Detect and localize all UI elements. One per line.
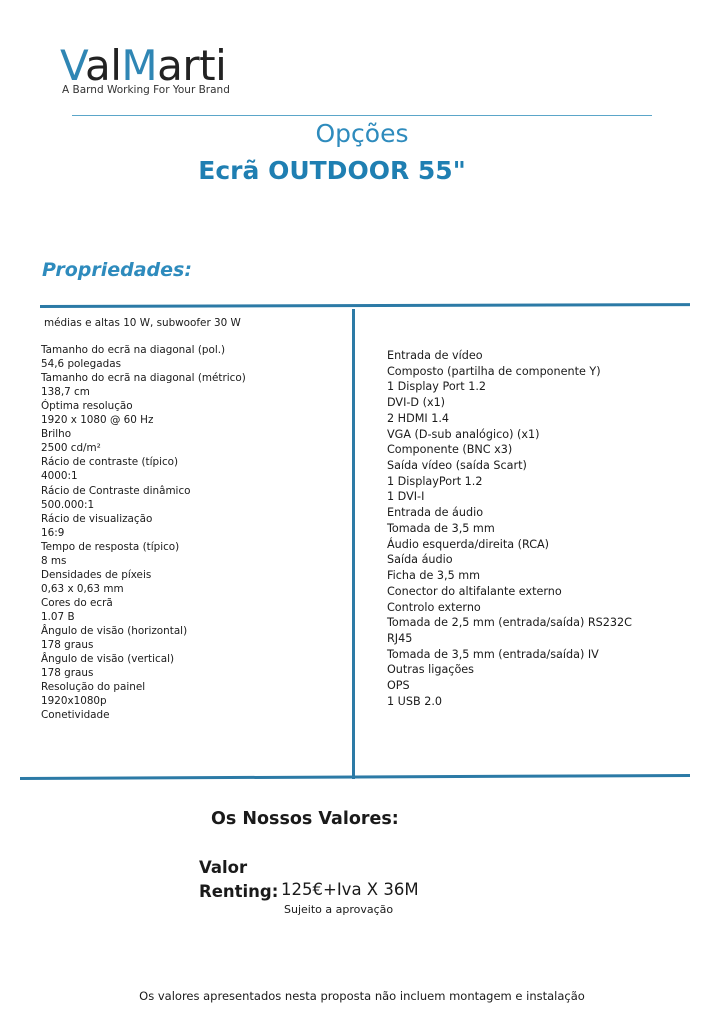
property-line: VGA (D-sub analógico) (x1) [387, 427, 540, 441]
property-line: Composto (partilha de componente Y) [387, 364, 601, 378]
renting-label-line1: Valor [199, 858, 248, 877]
property-line: 16:9 [41, 526, 65, 539]
table-bottom-border [20, 774, 690, 780]
property-line: Controlo externo [387, 600, 481, 614]
property-line: 8 ms [41, 554, 67, 567]
property-line: Ângulo de visão (horizontal) [41, 624, 188, 637]
properties-heading: Propriedades: [42, 259, 192, 281]
property-line: 2 HDMI 1.4 [387, 411, 450, 425]
property-line: Tamanho do ecrã na diagonal (pol.) [41, 344, 226, 357]
property-line: DVI-D (x1) [387, 396, 446, 410]
property-line: Óptima resolução [41, 400, 133, 413]
property-line: 1920x1080p [41, 695, 107, 708]
property-line: 1 DVI-I [387, 490, 425, 504]
logo-text-arti: arti [157, 41, 227, 90]
property-line: 2500 cd/m² [41, 442, 101, 455]
property-line: Rácio de visualização [41, 512, 153, 525]
table-top-border [40, 303, 690, 308]
values-heading: Os Nossos Valores: [211, 809, 399, 829]
property-line: Saída áudio [387, 553, 453, 567]
logo-letter-m: M [121, 41, 158, 90]
property-line: médias e altas 10 W, subwoofer 30 W [44, 317, 241, 329]
property-line: 0,63 x 0,63 mm [41, 582, 124, 595]
property-line: Áudio esquerda/direita (RCA) [387, 537, 550, 551]
property-line: Tomada de 3,5 mm (entrada/saída) IV [387, 647, 599, 661]
logo-text-al: al [84, 41, 122, 90]
property-line: OPS [387, 679, 410, 693]
property-line: Tamanho do ecrã na diagonal (métrico) [41, 372, 246, 385]
property-line: Ângulo de visão (vertical) [41, 653, 175, 666]
brand-tagline: A Barnd Working For Your Brand [62, 84, 230, 96]
property-line: Componente (BNC x3) [387, 443, 513, 457]
property-line: Outras ligações [387, 663, 475, 677]
header-divider [72, 115, 652, 116]
property-line: Entrada de áudio [387, 506, 484, 520]
property-line: 1 DisplayPort 1.2 [387, 474, 483, 488]
approval-note: Sujeito a aprovação [284, 903, 394, 916]
brand-logo [60, 41, 227, 90]
table-column-divider [352, 309, 355, 779]
property-line: 178 graus [41, 667, 94, 680]
property-line: Conetividade [41, 709, 110, 722]
properties-left-column [41, 316, 341, 722]
property-line: 4000:1 [41, 470, 78, 483]
property-line: 500.000:1 [41, 498, 95, 511]
footer-note: Os valores apresentados nesta proposta não incluem montagem e instalação [139, 989, 585, 1003]
page-title: Opções [315, 119, 409, 148]
property-line: Rácio de contraste (típico) [41, 456, 179, 469]
property-line: Densidades de píxeis [41, 568, 152, 581]
logo-letter-v: V [60, 41, 85, 90]
renting-label-line2: Renting: [199, 882, 279, 901]
property-line: 54,6 polegadas [41, 358, 122, 371]
property-line: Conector do altifalante externo [387, 584, 562, 598]
property-line: Cores do ecrã [41, 596, 113, 609]
property-line: Brilho [41, 428, 72, 441]
property-line: Resolução do painel [41, 681, 146, 694]
property-line: 138,7 cm [41, 386, 90, 399]
renting-price: 125€+Iva X 36M [281, 880, 419, 899]
property-line: 1920 x 1080 @ 60 Hz [41, 414, 154, 427]
property-line: 178 graus [41, 639, 94, 652]
property-line: Ficha de 3,5 mm [387, 569, 481, 583]
properties-right-column [387, 348, 687, 710]
property-line: RJ45 [387, 631, 413, 645]
property-line: Entrada de vídeo [387, 349, 483, 362]
property-line: Saída vídeo (saída Scart) [387, 459, 527, 473]
property-line: 1.07 B [41, 610, 75, 623]
property-line: Tomada de 3,5 mm [387, 521, 495, 535]
product-title: Ecrã OUTDOOR 55" [198, 156, 466, 185]
property-line: 1 USB 2.0 [387, 694, 442, 708]
renting-label [199, 856, 278, 904]
property-line: Tomada de 2,5 mm (entrada/saída) RS232C [387, 616, 632, 630]
property-line: 1 Display Port 1.2 [387, 380, 486, 394]
property-line: Rácio de Contraste dinâmico [41, 484, 191, 497]
property-line: Tempo de resposta (típico) [41, 540, 180, 553]
